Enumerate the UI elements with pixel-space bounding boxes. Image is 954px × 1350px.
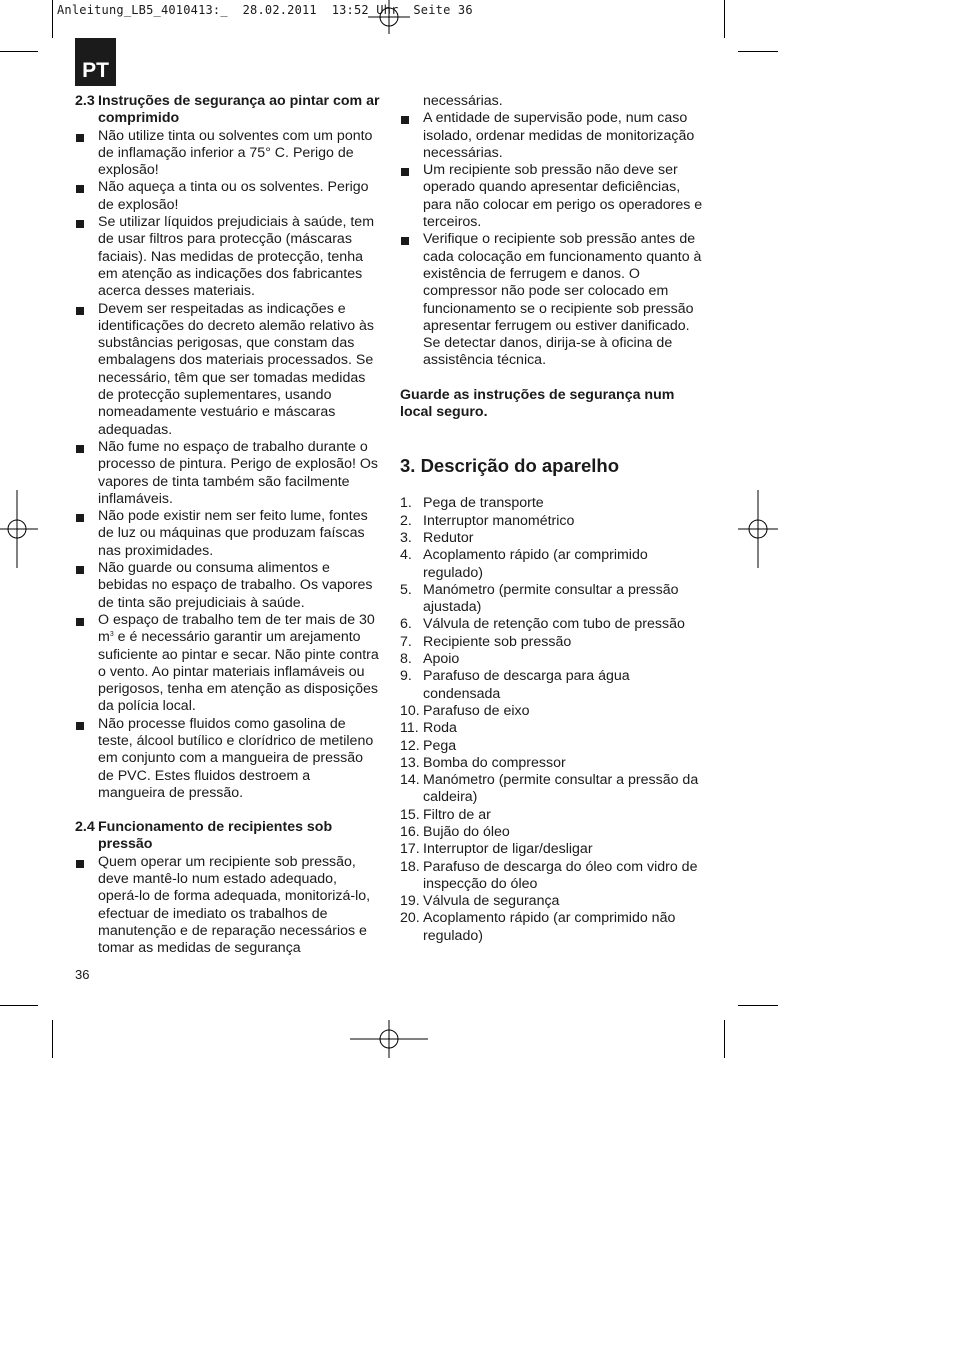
parts-list-item bbox=[400, 738, 705, 755]
bullet-square-icon bbox=[76, 618, 84, 626]
registration-mark-top bbox=[368, 0, 410, 34]
parts-list-item bbox=[400, 824, 705, 841]
list-item-text: Não processe fluidos como gasolina de teste, álcool butílico e clorídrico de metileno em conjunto com a mangueira de pressão de PVC. Estes fluidos destroem a mangueira de pressão. bbox=[98, 715, 374, 801]
left-column bbox=[75, 93, 380, 958]
list-item-text: A entidade de supervisão pode, num caso isolado, ordenar medidas de monitorização necessárias. bbox=[423, 110, 695, 161]
parts-list-number: 4. bbox=[400, 547, 412, 564]
parts-list-item bbox=[400, 720, 705, 737]
parts-list-item bbox=[400, 910, 705, 945]
list-item-text: Não pode existir nem ser feito lume, fontes de luz ou máquinas que produzam faíscas nas proximidades. bbox=[98, 508, 368, 559]
section-number: 2.3 bbox=[75, 93, 95, 109]
parts-list-item bbox=[400, 755, 705, 772]
list-item bbox=[75, 301, 380, 439]
keep-instructions-note: Guarde as instruções de segurança num local seguro. bbox=[400, 386, 675, 421]
list-item bbox=[75, 716, 380, 802]
parts-list-text: Parafuso de descarga para água condensada bbox=[423, 668, 630, 702]
bullet-square-icon bbox=[76, 307, 84, 315]
language-tab: PT bbox=[75, 38, 116, 86]
parts-list-number: 9. bbox=[400, 668, 412, 685]
parts-list-text: Acoplamento rápido (ar comprimido regulado) bbox=[423, 547, 648, 581]
parts-list-number: 20. bbox=[400, 910, 420, 927]
parts-list-text: Bujão do óleo bbox=[423, 823, 510, 840]
parts-list-item bbox=[400, 668, 705, 703]
parts-list-number: 2. bbox=[400, 512, 412, 529]
parts-list-text: Acoplamento rápido (ar comprimido não regulado) bbox=[423, 910, 676, 944]
list-item bbox=[400, 231, 705, 369]
bullet-square-icon bbox=[76, 185, 84, 193]
print-slug: Anleitung_LB5_4010413:_ 28.02.2011 13:52 Uhr Seite 36 bbox=[57, 3, 473, 17]
safety-list-pressure-vessel-cont bbox=[400, 110, 705, 369]
parts-list-text: Interruptor manométrico bbox=[423, 512, 575, 529]
list-item-text: Não fume no espaço de trabalho durante o processo de pintura. Perigo de explosão! Os vapores de tinta também são facilmente inflamáveis. bbox=[98, 438, 378, 507]
parts-list-text: Filtro de ar bbox=[423, 806, 491, 823]
list-item bbox=[400, 110, 705, 162]
parts-list-number: 8. bbox=[400, 651, 412, 668]
registration-mark-right bbox=[738, 490, 778, 568]
list-item bbox=[75, 854, 380, 958]
list-item-text: Quem operar um recipiente sob pressão, deve mantê-lo num estado adequado, operá-lo de forma adequada, monitorizá-lo, efectuar de imediato os trabalhos de manutenção e de reparação necessários e tomar as medidas de segurança bbox=[98, 853, 371, 957]
parts-list-text: Roda bbox=[423, 720, 457, 737]
crop-mark bbox=[724, 1020, 725, 1058]
registration-mark-bottom bbox=[350, 1020, 428, 1058]
list-item-continuation: necessárias. bbox=[423, 93, 503, 109]
parts-list-text: Parafuso de descarga do óleo com vidro de inspecção do óleo bbox=[423, 858, 698, 892]
bullet-square-icon bbox=[76, 445, 84, 453]
list-item-text: O espaço de trabalho tem de ter mais de 30 m bbox=[98, 611, 375, 646]
parts-list-item bbox=[400, 651, 705, 668]
parts-list-number: 3. bbox=[400, 529, 412, 546]
bullet-square-icon bbox=[401, 168, 409, 176]
parts-list-number: 13. bbox=[400, 754, 420, 771]
list-item bbox=[75, 179, 380, 214]
list-item-text: e é necessário garantir um arejamento suficiente ao pintar e secar. Não pinte contra o vento. Ao pintar materiais inflamáveis ou perigosos, tenha em atenção as disposições da polícia local. bbox=[98, 629, 379, 715]
crop-mark bbox=[52, 0, 53, 38]
parts-list-text: Bomba do compressor bbox=[423, 754, 566, 771]
bullet-square-icon bbox=[76, 722, 84, 730]
safety-list-pressure-vessel bbox=[75, 854, 380, 958]
bullet-square-icon bbox=[76, 514, 84, 522]
list-item-text: Não utilize tinta ou solventes com um ponto de inflamação inferior a 75° C. Perigo de explosão! bbox=[98, 127, 373, 179]
bullet-square-icon bbox=[76, 566, 84, 574]
parts-list-item bbox=[400, 772, 705, 807]
superscript: 3 bbox=[109, 631, 114, 639]
list-item bbox=[75, 508, 380, 560]
bullet-square-icon bbox=[76, 860, 84, 868]
list-item-text: Não guarde ou consuma alimentos e bebidas no espaço de trabalho. Os vapores de tinta são prejudiciais à saúde. bbox=[98, 560, 373, 611]
list-item-text: Verifique o recipiente sob pressão antes de cada colocação em funcionamento quanto à existência de ferrugem e danos. O compressor não pode ser colocado em funcionamento se o recipiente sob pressão apresentar ferrugem ou estiver danificado. Se detectar danos, dirija-se à oficina de assistência técnica. bbox=[423, 231, 702, 369]
crop-mark bbox=[724, 0, 725, 38]
parts-list-item bbox=[400, 513, 705, 530]
parts-list-text: Interruptor de ligar/desligar bbox=[423, 841, 593, 858]
list-item-text: Se utilizar líquidos prejudiciais à saúde, tem de usar filtros para protecção (máscaras faciais). Nas medidas de protecção, tenha em atenção as indicações dos fabricantes acerca desses materiais. bbox=[98, 214, 375, 300]
parts-list-text: Pega de transporte bbox=[423, 495, 544, 512]
parts-list-number: 12. bbox=[400, 737, 420, 754]
list-item-text: Devem ser respeitadas as indicações e identificações do decreto alemão relativo às substâncias perigosas, que constam das embalagens dos materiais processados. Se necessário, têm que ser tomadas medidas de protecção suplementares, usando nomeadamente vestuário e máscaras adequadas. bbox=[98, 300, 375, 438]
crop-mark bbox=[52, 1020, 53, 1058]
parts-list-text: Parafuso de eixo bbox=[423, 702, 530, 719]
bullet-square-icon bbox=[76, 134, 84, 142]
parts-list bbox=[400, 495, 705, 945]
list-item bbox=[75, 128, 380, 180]
parts-list-number: 7. bbox=[400, 633, 412, 650]
section-number: 2.4 bbox=[75, 819, 95, 836]
crop-mark bbox=[0, 1005, 38, 1006]
parts-list-text: Manómetro (permite consultar a pressão da caldeira) bbox=[423, 772, 699, 806]
parts-list-item bbox=[400, 841, 705, 858]
section-title: Funcionamento de recipientes sob pressão bbox=[98, 819, 333, 853]
safety-list-painting bbox=[75, 128, 380, 803]
list-item bbox=[75, 612, 380, 716]
parts-list-item bbox=[400, 582, 705, 617]
list-item-text: Não aqueça a tinta ou os solventes. Perigo de explosão! bbox=[98, 179, 369, 213]
parts-list-number: 18. bbox=[400, 858, 420, 875]
list-item bbox=[75, 214, 380, 300]
parts-list-number: 14. bbox=[400, 772, 420, 789]
list-item bbox=[75, 439, 380, 508]
parts-list-text: Apoio bbox=[423, 651, 460, 668]
parts-list-item bbox=[400, 859, 705, 894]
parts-list-item bbox=[400, 703, 705, 720]
list-item bbox=[75, 560, 380, 612]
bullet-square-icon bbox=[401, 116, 409, 124]
section-2-4-heading bbox=[75, 819, 380, 854]
parts-list-text: Válvula de segurança bbox=[423, 893, 560, 910]
registration-mark-left bbox=[0, 490, 38, 568]
parts-list-text: Recipiente sob pressão bbox=[423, 633, 572, 650]
parts-list-number: 6. bbox=[400, 616, 412, 633]
parts-list-item bbox=[400, 893, 705, 910]
parts-list-item bbox=[400, 495, 705, 512]
parts-list-text: Válvula de retenção com tubo de pressão bbox=[423, 616, 685, 633]
parts-list-number: 5. bbox=[400, 581, 412, 598]
parts-list-number: 10. bbox=[400, 702, 420, 719]
crop-mark bbox=[0, 51, 38, 52]
section-3-heading: 3. Descrição do aparelho bbox=[400, 455, 620, 477]
parts-list-item bbox=[400, 807, 705, 824]
list-item-text: Um recipiente sob pressão não deve ser operado quando apresentar deficiências, para não colocar em perigo os operadores e terceiros. bbox=[423, 162, 703, 231]
parts-list-number: 1. bbox=[400, 495, 412, 512]
section-2-3-heading bbox=[75, 93, 380, 128]
list-item bbox=[400, 162, 705, 231]
bullet-square-icon bbox=[401, 237, 409, 245]
parts-list-text: Redutor bbox=[423, 529, 474, 546]
parts-list-item bbox=[400, 634, 705, 651]
parts-list-number: 19. bbox=[400, 893, 420, 910]
bullet-square-icon bbox=[76, 220, 84, 228]
parts-list-number: 16. bbox=[400, 823, 420, 840]
parts-list-item bbox=[400, 530, 705, 547]
crop-mark bbox=[738, 51, 778, 52]
parts-list-number: 15. bbox=[400, 806, 420, 823]
parts-list-number: 17. bbox=[400, 841, 420, 858]
section-title: Instruções de segurança ao pintar com ar comprimido bbox=[98, 93, 380, 127]
parts-list-text: Pega bbox=[423, 737, 457, 754]
page-number: 36 bbox=[75, 967, 90, 982]
parts-list-number: 11. bbox=[400, 720, 419, 737]
parts-list-item bbox=[400, 547, 705, 582]
parts-list-item bbox=[400, 616, 705, 633]
parts-list-text: Manómetro (permite consultar a pressão ajustada) bbox=[423, 581, 679, 616]
right-column bbox=[400, 93, 705, 945]
crop-mark bbox=[738, 1005, 778, 1006]
